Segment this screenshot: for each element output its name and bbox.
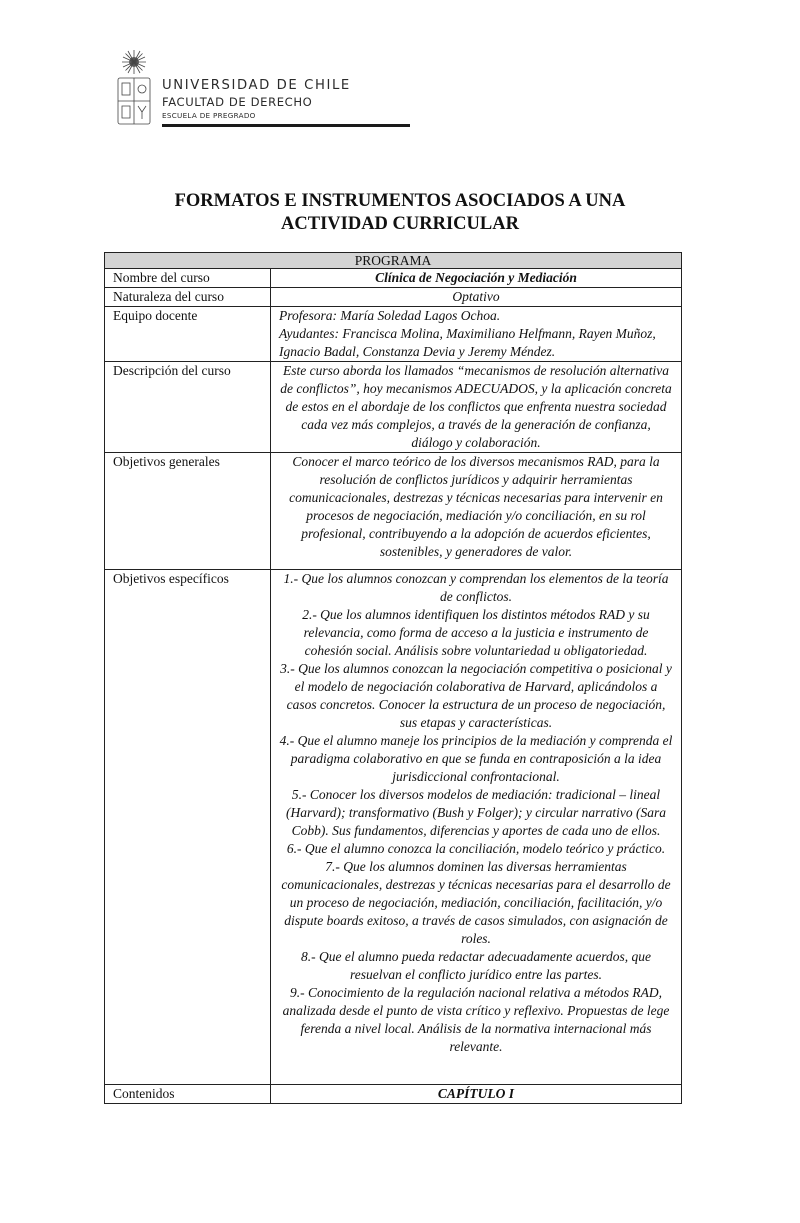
page-title-line-1: FORMATOS E INSTRUMENTOS ASOCIADOS A UNA	[174, 191, 626, 211]
specific-objective-item: 2.- Que los alumnos identifiquen los distintos métodos RAD y su relevancia, como forma de acceso a la justicia e instrumento de cohesión social. Análisis sobre voluntariedad u obligatoriedad.	[302, 607, 650, 658]
header-divider	[162, 124, 410, 127]
specific-objective-item: 7.- Que los alumnos dominen las diversas herramientas comunicacionales, destrezas y técnicas necesarias para el desarrollo de un proceso de negociación, mediación, conciliación, facilitación, y/o dispute boards exitoso, a través de casos simulados, con asignación de roles.	[281, 859, 671, 946]
general-objectives-value: Conocer el marco teórico de los diversos mecanismos RAD, para la resolución de conflictos jurídicos y adquirir herramientas comunicacionales, destrezas y técnicas necesarias para intervenir en procesos de negociación, mediación y/o conciliación, en su rol profesional, contribuyendo a la adopción de acuerdos eficientes, sostenibles, y generadores de valor.	[271, 453, 682, 570]
general-objectives-label: Objetivos generales	[105, 453, 271, 570]
page-title-line-2: ACTIVIDAD CURRICULAR	[281, 214, 519, 234]
course-name-row	[105, 269, 682, 288]
page-title	[100, 190, 700, 236]
specific-objective-item: 4.- Que el alumno maneje los principios de la mediación y comprenda el paradigma colaborativo en que se funda en contraposición a la idea jurisdiccional confrontacional.	[279, 733, 673, 784]
program-heading: PROGRAMA	[105, 253, 682, 269]
course-nature-value: Optativo	[271, 288, 682, 307]
specific-objective-item: 3.- Que los alumnos conozcan la negociación competitiva o posicional y el modelo de negociación colaborativa de Harvard, aplicándolos a casos concretos. Conocer la estructura de un proceso de negociación, sus etapas y características.	[280, 661, 672, 730]
school-name: ESCUELA DE PREGRADO	[162, 111, 256, 120]
course-nature-row	[105, 288, 682, 307]
teaching-team-label: Equipo docente	[105, 307, 271, 362]
general-objectives-row	[105, 453, 682, 570]
contents-label: Contenidos	[105, 1085, 271, 1104]
teaching-team-row	[105, 307, 682, 362]
specific-objectives-row	[105, 570, 682, 1085]
course-description-row	[105, 362, 682, 453]
course-nature-label: Naturaleza del curso	[105, 288, 271, 307]
teaching-team-value	[271, 307, 682, 362]
course-name-value: Clínica de Negociación y Mediación	[271, 269, 682, 288]
specific-objectives-value	[271, 570, 682, 1085]
course-description-value: Este curso aborda los llamados “mecanismos de resolución alternativa de conflictos”, hoy mecanismos ADECUADOS, y la aplicación concreta de estos en el abordaje de los conflictos que enfrenta nuestra sociedad cada vez más complejos, a través de la generación de confianza, diálogo y colaboración.	[271, 362, 682, 453]
contents-first-chapter: CAPÍTULO I	[271, 1085, 682, 1104]
specific-objective-item: 9.- Conocimiento de la regulación nacional relativa a métodos RAD, analizada desde el punto de vista crítico y reflexivo. Propuestas de lege ferenda a nivel local. Análisis de la normativa internacional más relevante.	[282, 985, 670, 1054]
university-seal-icon	[112, 48, 156, 128]
specific-objective-item: 8.- Que el alumno pueda redactar adecuadamente acuerdos, que resuelvan el conflicto jurídico entre las partes.	[301, 949, 651, 982]
program-heading-row	[105, 253, 682, 269]
specific-objective-item: 1.- Que los alumnos conozcan y comprendan los elementos de la teoría de conflictos.	[283, 571, 669, 604]
course-name-label: Nombre del curso	[105, 269, 271, 288]
specific-objective-item: 5.- Conocer los diversos modelos de mediación: tradicional – lineal (Harvard); transformativo (Bush y Folger); y circular narrativo (Sara Cobb). Sus fundamentos, diferencias y aportes de cada uno de ellos.	[286, 787, 666, 838]
program-table	[104, 252, 682, 1104]
specific-objectives-label: Objetivos específicos	[105, 570, 271, 1085]
specific-objective-item: 6.- Que el alumno conozca la conciliación, modelo teórico y práctico.	[286, 841, 666, 856]
professor-line: Profesora: María Soledad Lagos Ochoa.	[279, 308, 501, 323]
faculty-name: FACULTAD DE DERECHO	[162, 95, 313, 109]
course-description-label: Descripción del curso	[105, 362, 271, 453]
assistants-line: Ayudantes: Francisca Molina, Maximiliano Helfmann, Rayen Muñoz, Ignacio Badal, Constanza Devia y Jeremy Méndez.	[279, 326, 656, 359]
university-name: UNIVERSIDAD DE CHILE	[162, 78, 351, 93]
institution-header	[112, 48, 351, 130]
contents-row	[105, 1085, 682, 1104]
